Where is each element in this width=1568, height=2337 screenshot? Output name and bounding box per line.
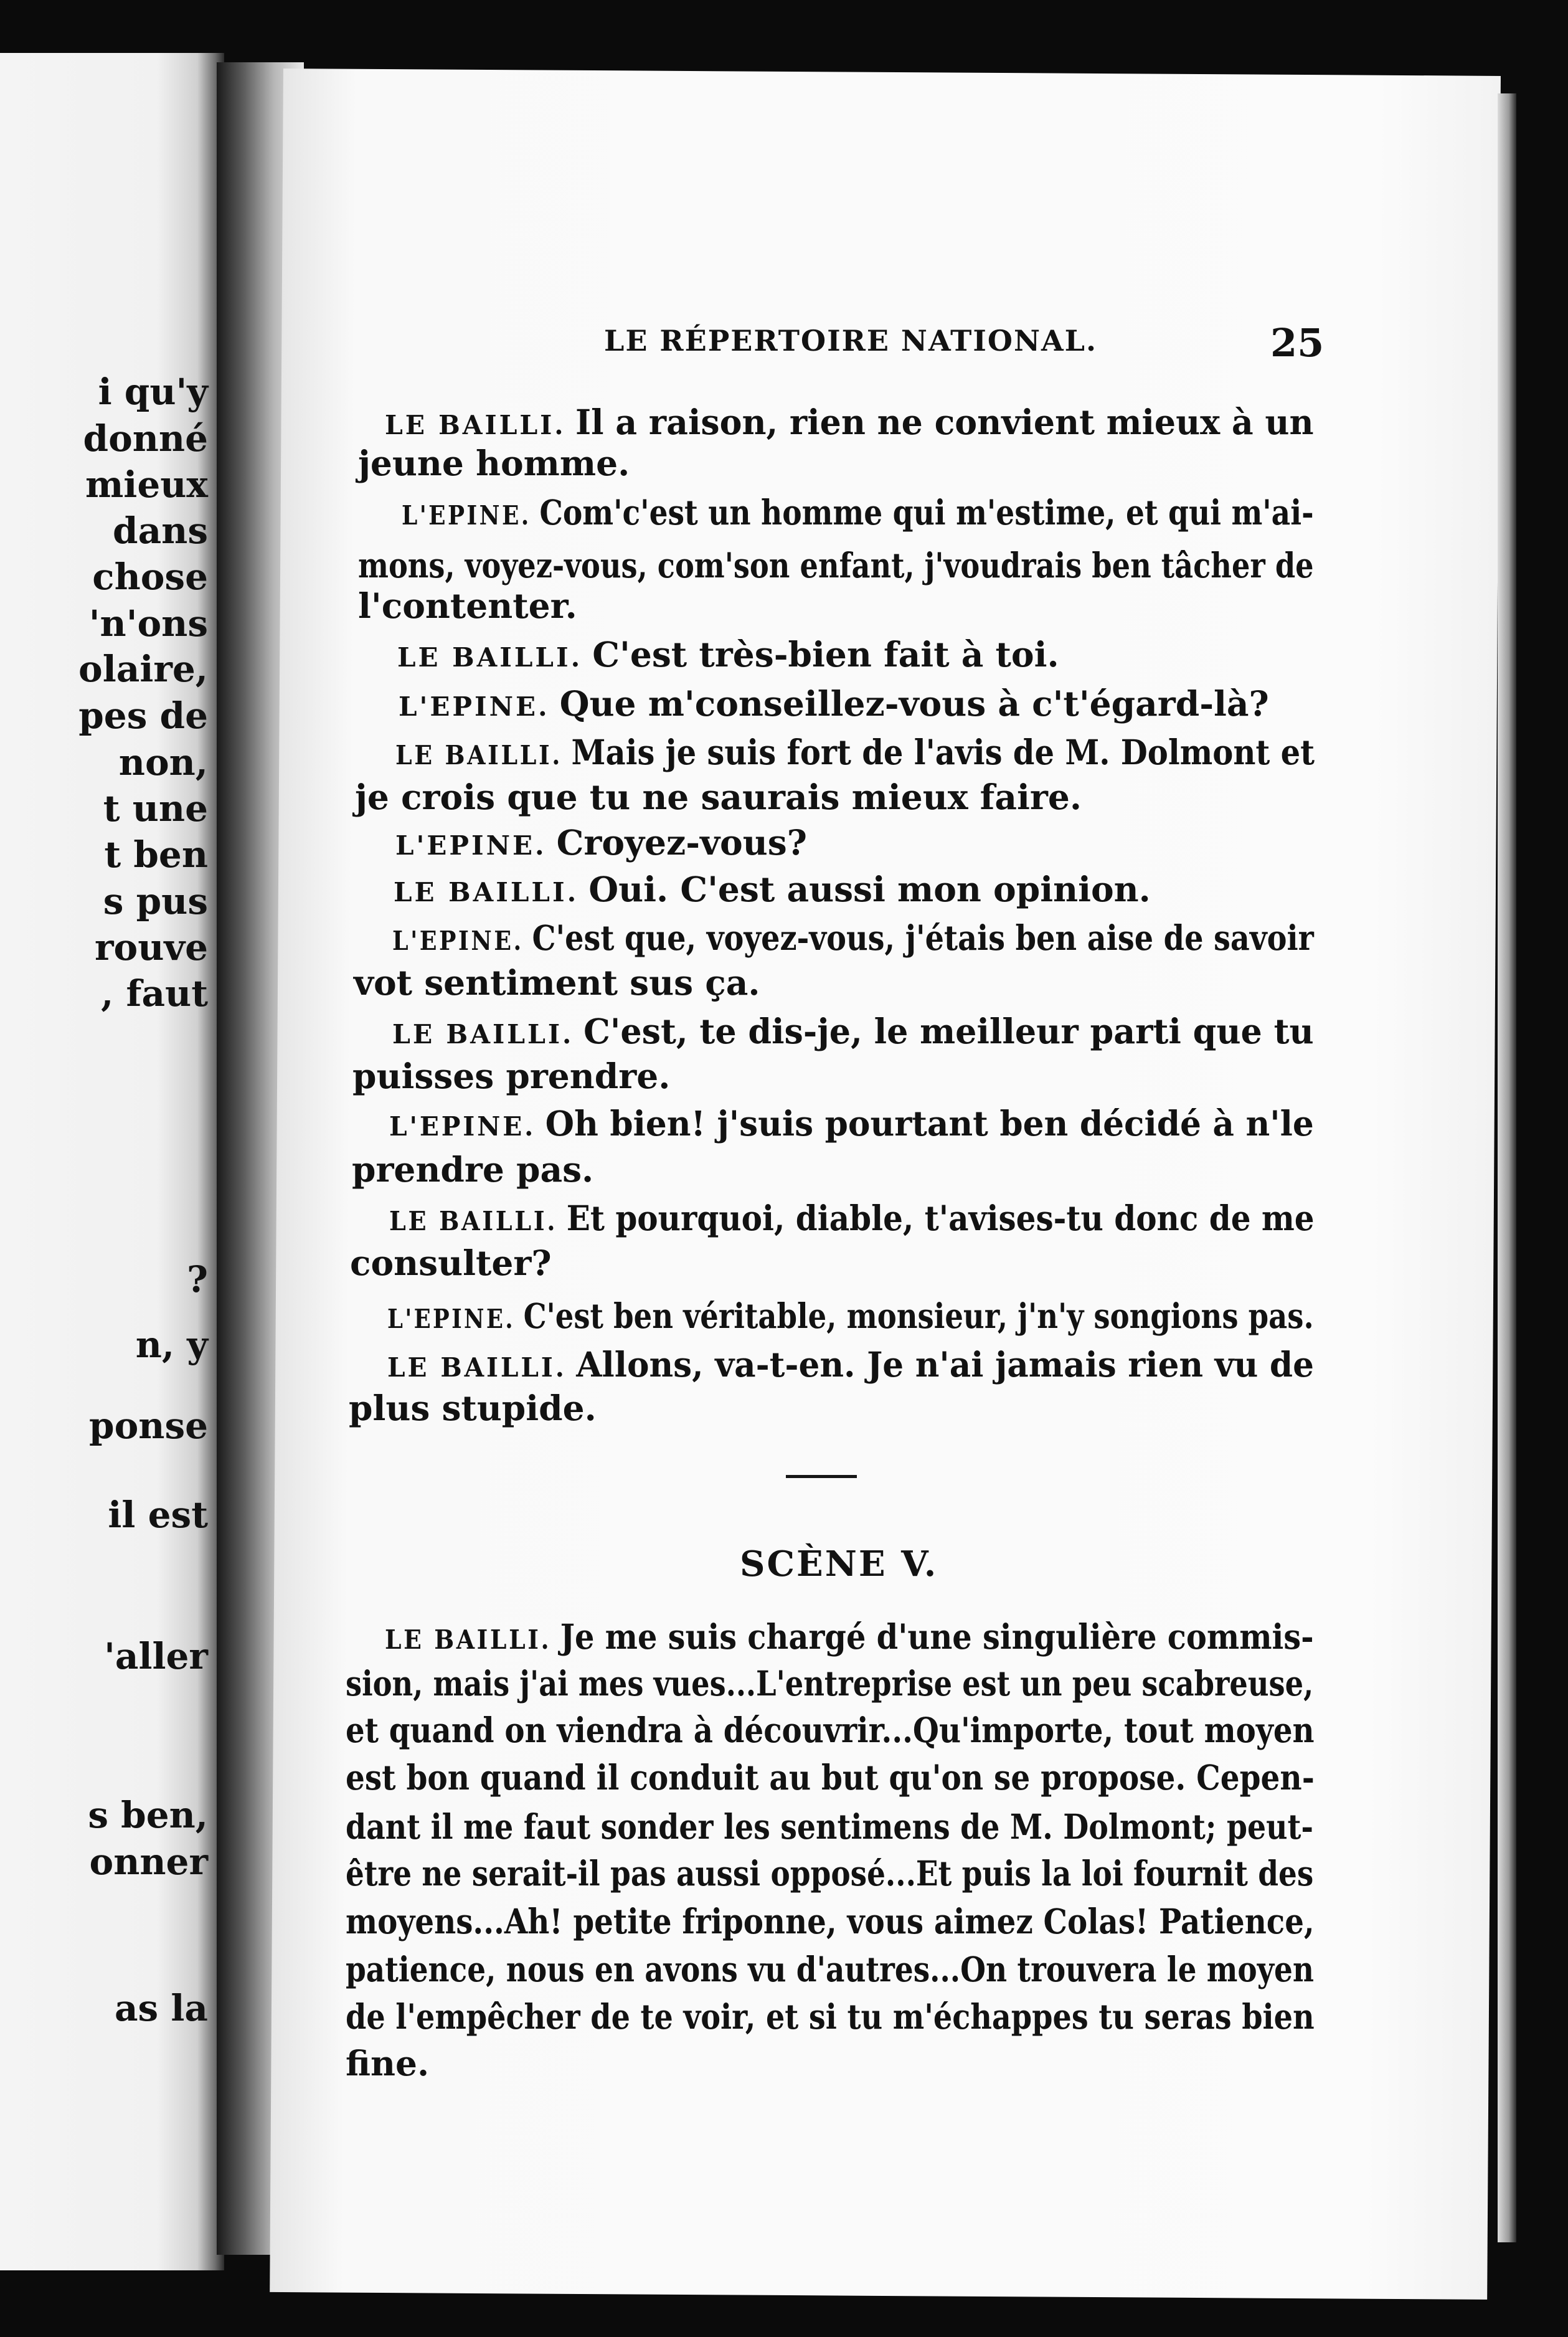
line-text: Croyez-vous?: [556, 822, 807, 863]
line-text: C'est que, voyez-vous, j'étais ben aise de savoir: [532, 917, 1314, 958]
line-text: Mais je suis fort de l'avis de M. Dolmont et: [571, 732, 1315, 772]
dialogue-line: [346, 1996, 1315, 2037]
line-text: Allons, va-t-en. Je n'ai jamais rien vu de: [576, 1344, 1314, 1385]
dialogue-line: [385, 402, 1314, 442]
line-text: Il a raison, rien ne convient mieux à un: [575, 402, 1314, 442]
line-text: dant il me faut sonder les sentimens de M. Dolmont; peut-: [346, 1806, 1314, 1847]
left-page-fragment: as la: [114, 1987, 208, 2029]
left-page-fragment: ponse: [89, 1405, 208, 1447]
left-page-fragment: il est: [108, 1494, 208, 1536]
left-page-fragment: ?: [187, 1258, 208, 1301]
dialogue-line: [399, 683, 1269, 724]
scene-title: SCÈNE V.: [740, 1543, 938, 1585]
line-text: l'contenter.: [358, 585, 577, 626]
dialogue-line: [346, 1901, 1315, 1941]
dialogue-line: [346, 1853, 1314, 1894]
line-text: Oh bien! j'suis pourtant ben décidé à n'le: [545, 1103, 1314, 1144]
dialogue-line: [346, 1757, 1315, 1798]
dialogue-line: [389, 1198, 1315, 1238]
left-page-fragment: t ben: [104, 833, 208, 876]
dialogue-line: [346, 1949, 1314, 1989]
dialogue-line: [346, 1710, 1315, 1750]
left-page-fragment: donné: [83, 417, 208, 460]
speaker-name: LE BAILLI.: [395, 740, 563, 770]
line-text: Je me suis chargé d'une singulière commis-: [560, 1616, 1314, 1657]
dialogue-line: [394, 869, 1151, 909]
left-page-fragment: s ben,: [88, 1794, 208, 1836]
line-text: de l'empêcher de te voir, et si tu m'échappes tu seras bien: [346, 1996, 1315, 2037]
line-text: puisses prendre.: [352, 1056, 671, 1096]
line-text: Oui. C'est aussi mon opinion.: [588, 869, 1151, 909]
speaker-name: L'EPINE.: [399, 691, 550, 722]
dialogue-line: [358, 443, 630, 483]
dialogue-line: [350, 1243, 552, 1283]
line-text: sion, mais j'ai mes vues...L'entreprise est un peu scabreuse,: [346, 1663, 1314, 1704]
dialogue-line: [352, 1056, 671, 1096]
dialogue-line: [346, 1806, 1314, 1847]
dialogue-line: [392, 1011, 1314, 1051]
line-text: C'est, te dis-je, le meilleur parti que tu: [583, 1011, 1314, 1051]
page-edge: [1498, 93, 1516, 2242]
left-page-fragment: rouve: [94, 926, 208, 969]
left-page-fragment: i qu'y: [98, 371, 208, 413]
line-text: Com'c'est un homme qui m'estime, et qui m'ai-: [539, 492, 1314, 533]
dialogue-line: [358, 585, 577, 626]
line-text: moyens...Ah! petite friponne, vous aimez Colas! Patience,: [346, 1901, 1315, 1941]
speaker-name: LE BAILLI.: [397, 642, 583, 673]
dialogue-line: [346, 1663, 1314, 1704]
speaker-name: L'EPINE.: [392, 926, 524, 956]
dialogue-line: [387, 1296, 1314, 1336]
speaker-name: L'EPINE.: [402, 500, 531, 531]
dialogue-line: [389, 1103, 1314, 1144]
left-page-fragment: pes de: [78, 694, 208, 737]
dialogue-line: [397, 634, 1059, 675]
dialogue-line: [355, 777, 1082, 817]
line-text: être ne serait-il pas aussi opposé...Et puis la loi fournit des: [346, 1853, 1314, 1894]
dialogue-line: [349, 1388, 597, 1428]
left-page-fragment: onner: [89, 1841, 208, 1883]
line-text: fine.: [346, 2043, 430, 2083]
dialogue-line: [346, 2043, 430, 2083]
line-text: C'est ben véritable, monsieur, j'n'y songions pas.: [523, 1296, 1314, 1336]
dialogue-line: [358, 545, 1314, 585]
line-text: Et pourquoi, diable, t'avises-tu donc de me: [566, 1198, 1315, 1238]
dialogue-line: [392, 917, 1314, 958]
speaker-name: LE BAILLI.: [389, 1206, 558, 1236]
dialogue-line: [385, 1616, 1314, 1657]
dialogue-line: [402, 492, 1314, 533]
left-page: [0, 53, 224, 2270]
section-divider: [786, 1475, 857, 1478]
line-text: consulter?: [350, 1243, 552, 1283]
left-page-fragment: s pus: [103, 880, 208, 922]
left-page-fragment: , faut: [101, 972, 208, 1015]
line-text: est bon quand il conduit au but qu'on se propose. Cepen-: [346, 1757, 1315, 1798]
left-page-fragment: chose: [92, 556, 208, 598]
line-text: patience, nous en avons vu d'autres...On trouvera le moyen: [346, 1949, 1314, 1989]
line-text: jeune homme.: [358, 443, 630, 483]
left-page-fragment: mieux: [85, 463, 208, 506]
left-page-fragment: t une: [103, 787, 208, 830]
line-text: Que m'conseillez-vous à c't'égard-là?: [559, 683, 1269, 724]
speaker-name: LE BAILLI.: [392, 1019, 574, 1050]
running-title: LE RÉPERTOIRE NATIONAL.: [604, 324, 1098, 358]
dialogue-line: [387, 1344, 1314, 1385]
left-page-fragment: olaire,: [78, 648, 208, 690]
speaker-name: LE BAILLI.: [385, 410, 566, 440]
line-text: vot sentiment sus ça.: [354, 962, 760, 1003]
line-text: mons, voyez-vous, com'son enfant, j'voudrais ben tâcher de: [358, 545, 1314, 585]
page-number: 25: [1270, 320, 1325, 366]
left-page-fragment: n, y: [135, 1324, 208, 1366]
speaker-name: LE BAILLI.: [387, 1352, 567, 1383]
left-page-fragment: dans: [113, 510, 208, 552]
speaker-name: LE BAILLI.: [385, 1624, 552, 1655]
speaker-name: L'EPINE.: [395, 830, 547, 861]
left-page-fragment: 'aller: [104, 1635, 208, 1677]
left-page-fragment: 'n'ons: [88, 602, 208, 645]
line-text: prendre pas.: [352, 1149, 594, 1190]
line-text: et quand on viendra à découvrir...Qu'importe, tout moyen: [346, 1710, 1315, 1750]
line-text: C'est très-bien fait à toi.: [592, 634, 1059, 675]
speaker-name: L'EPINE.: [389, 1111, 536, 1142]
speaker-name: L'EPINE.: [387, 1304, 516, 1334]
speaker-name: LE BAILLI.: [394, 877, 579, 908]
line-text: je crois que tu ne saurais mieux faire.: [355, 777, 1082, 817]
dialogue-line: [352, 1149, 594, 1190]
dialogue-line: [395, 732, 1315, 772]
dialogue-line: [395, 822, 807, 863]
dialogue-line: [354, 962, 760, 1003]
line-text: plus stupide.: [349, 1388, 597, 1428]
left-page-fragment: non,: [118, 741, 208, 784]
